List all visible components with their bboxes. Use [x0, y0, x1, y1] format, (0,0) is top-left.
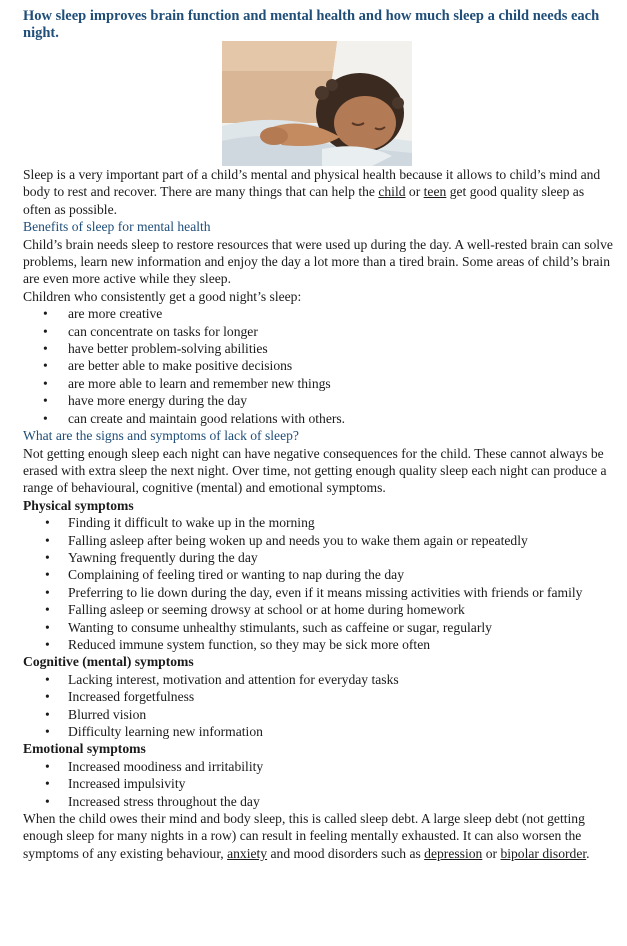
list-item: • are more creative	[23, 305, 615, 322]
list-item: • are more able to learn and remember new things	[23, 375, 615, 392]
list-item: • Reduced immune system function, so they may be sick more often	[23, 636, 615, 653]
signs-paragraph: Not getting enough sleep each night can have negative consequences for the child. These cannot always be erased with extra sleep the next night. Over time, not getting enough quality sleep each night can produce a range of behavioural, cognitive (mental) and emotional symptoms.	[23, 445, 607, 496]
list-item: • Yawning frequently during the day	[23, 549, 615, 566]
list-item: • Increased stress throughout the day	[23, 793, 615, 810]
conclusion-paragraph: When the child owes their mind and body sleep, this is called sleep debt. A large sleep debt (not getting enough sleep for many nights in a row) can result in feeling mentally exhausted. It can also worsen the symptoms of any existing behaviour, anxiety and mood disorders such as depression or bipolar disorder.	[23, 811, 590, 861]
sleeping-child-photo	[222, 41, 412, 166]
list-item: • Complaining of feeling tired or wanting to nap during the day	[23, 566, 615, 583]
list-item: • can create and maintain good relations with others.	[23, 410, 615, 427]
list-item: • have better problem-solving abilities	[23, 340, 615, 357]
list-item: • Lacking interest, motivation and attention for everyday tasks	[23, 671, 615, 688]
intro-paragraph: Sleep is a very important part of a child’s mental and physical health because it allows to child’s mind and body to rest and recover. There are many things that can help the child or teen get good quality sleep as often as possible.	[23, 167, 601, 217]
teen-link[interactable]: teen	[423, 184, 447, 200]
list-item: • Falling asleep after being woken up and needs you to wake them again or repeatedly	[23, 532, 615, 549]
benefits-list	[23, 305, 615, 427]
list-item: • Finding it difficult to wake up in the morning	[23, 514, 615, 531]
list-item: • have more energy during the day	[23, 392, 615, 409]
benefits-paragraph: Child’s brain needs sleep to restore resources that were used up during the day. A well-rested brain can solve problems, learn new information and enjoy the day a lot more than a tired brain. Some areas of child’s brain are even more active while they sleep.	[23, 236, 613, 287]
benefits-lead: Children who consistently get a good night’s sleep:	[23, 288, 302, 304]
child-link[interactable]: child	[378, 184, 406, 200]
cognitive-list	[23, 671, 615, 741]
emotional-list	[23, 758, 615, 810]
list-item: • Increased moodiness and irritability	[23, 758, 615, 775]
list-item: • Increased forgetfulness	[23, 688, 615, 705]
emotional-heading: Emotional symptoms	[23, 741, 146, 757]
cognitive-heading: Cognitive (mental) symptoms	[23, 654, 194, 670]
article-body	[23, 166, 615, 862]
sleeping-child-illustration	[222, 41, 412, 166]
depression-link[interactable]: depression	[424, 845, 483, 861]
list-item: • Falling asleep or seeming drowsy at school or at home during homework	[23, 601, 615, 618]
list-item: • Preferring to lie down during the day, even if it means missing activities with friends or family	[23, 584, 615, 601]
list-item: • can concentrate on tasks for longer	[23, 323, 615, 340]
list-item: • are better able to make positive decisions	[23, 357, 615, 374]
physical-list	[23, 514, 615, 653]
benefits-heading: Benefits of sleep for mental health	[23, 219, 211, 235]
bipolar-disorder-link[interactable]: bipolar disorder	[500, 845, 587, 861]
page-title: How sleep improves brain function and mental health and how much sleep a child needs each night.	[23, 8, 600, 41]
list-item: • Increased impulsivity	[23, 775, 615, 792]
list-item: • Wanting to consume unhealthy stimulants, such as caffeine or sugar, regularly	[23, 619, 615, 636]
list-item: • Difficulty learning new information	[23, 723, 615, 740]
physical-heading: Physical symptoms	[23, 497, 134, 513]
signs-heading: What are the signs and symptoms of lack of sleep?	[23, 428, 299, 444]
anxiety-link[interactable]: anxiety	[227, 845, 268, 861]
list-item: • Blurred vision	[23, 706, 615, 723]
